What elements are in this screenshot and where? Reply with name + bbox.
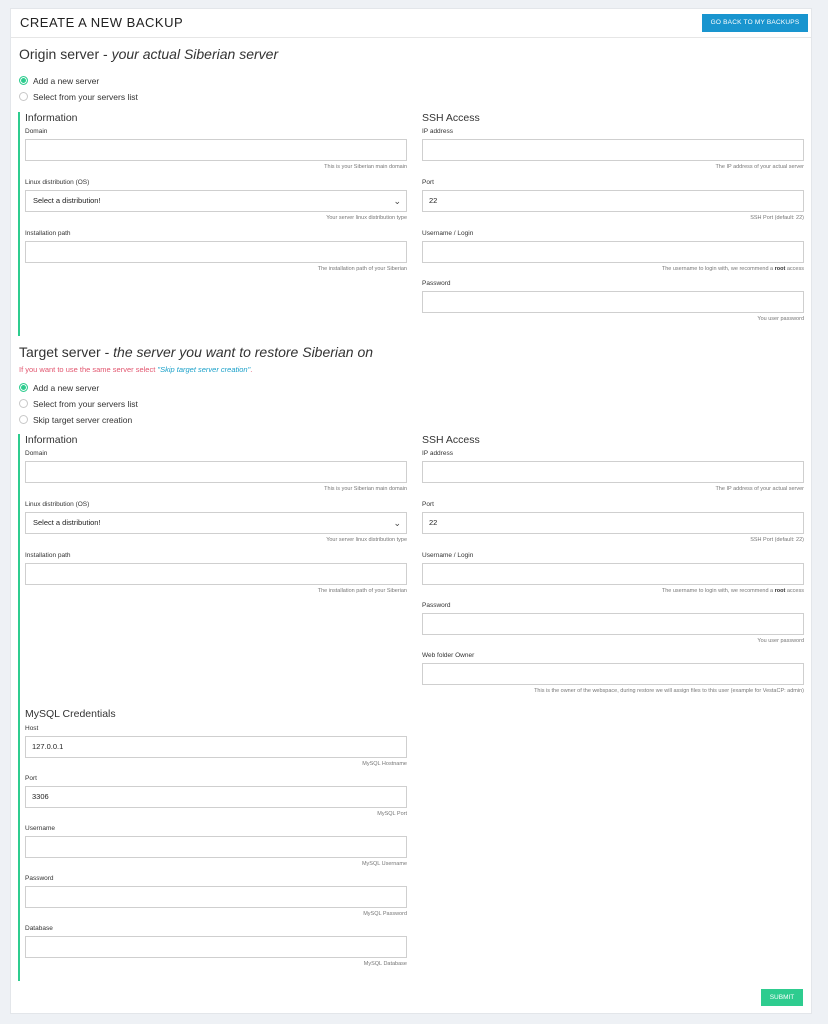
target-section-title: Target server - the server you want to restore Siberian on	[19, 344, 374, 360]
mysql-username-input[interactable]	[25, 836, 407, 858]
target-ip-help: The IP address of your actual server	[715, 486, 804, 492]
mysql-database-help: MySQL Database	[363, 961, 407, 967]
target-os-select[interactable]: Select a distribution! ⌄	[25, 512, 407, 534]
radio-unchecked-icon	[19, 399, 28, 408]
origin-radio-select-list[interactable]: Select from your servers list	[19, 91, 138, 103]
origin-ssh-title: SSH Access	[422, 112, 480, 124]
target-radio-skip[interactable]: Skip target server creation	[19, 414, 132, 426]
target-username-input[interactable]	[422, 563, 804, 585]
mysql-host-help: MySQL Hostname	[362, 761, 407, 767]
target-domain-help: This is your Siberian main domain	[324, 486, 407, 492]
target-owner-input[interactable]	[422, 663, 804, 685]
target-owner-label: Web folder Owner	[422, 652, 475, 659]
mysql-port-label: Port	[25, 775, 37, 782]
origin-domain-input[interactable]	[25, 139, 407, 161]
target-radio-add-new[interactable]: Add a new server	[19, 382, 99, 394]
target-domain-input[interactable]	[25, 461, 407, 483]
mysql-database-input[interactable]	[25, 936, 407, 958]
mysql-password-label: Password	[25, 875, 54, 882]
origin-info-title: Information	[25, 112, 78, 124]
origin-path-label: Installation path	[25, 230, 71, 237]
target-section-bar	[18, 434, 20, 981]
origin-port-help: SSH Port (default: 22)	[750, 215, 804, 221]
origin-port-input[interactable]: 22	[422, 190, 804, 212]
chevron-down-icon: ⌄	[393, 196, 401, 206]
origin-password-help: You user password	[757, 316, 804, 322]
origin-port-label: Port	[422, 179, 434, 186]
mysql-password-input[interactable]	[25, 886, 407, 908]
target-username-label: Username / Login	[422, 552, 474, 559]
radio-checked-icon	[19, 383, 28, 392]
mysql-host-input[interactable]: 127.0.0.1	[25, 736, 407, 758]
target-port-help: SSH Port (default: 22)	[750, 537, 804, 543]
radio-unchecked-icon	[19, 415, 28, 424]
target-path-help: The installation path of your Siberian	[317, 588, 407, 594]
origin-domain-label: Domain	[25, 128, 48, 135]
target-password-help: You user password	[757, 638, 804, 644]
origin-password-label: Password	[422, 280, 451, 287]
mysql-port-help: MySQL Port	[377, 811, 407, 817]
target-path-label: Installation path	[25, 552, 71, 559]
target-password-label: Password	[422, 602, 451, 609]
origin-ip-input[interactable]	[422, 139, 804, 161]
radio-unchecked-icon	[19, 92, 28, 101]
mysql-password-help: MySQL Password	[363, 911, 407, 917]
submit-button[interactable]: SUBMIT	[761, 989, 803, 1006]
origin-username-label: Username / Login	[422, 230, 474, 237]
target-port-input[interactable]: 22	[422, 512, 804, 534]
mysql-username-help: MySQL Username	[361, 861, 407, 867]
target-os-label: Linux distribution (OS)	[25, 501, 90, 508]
target-radio-select-list[interactable]: Select from your servers list	[19, 398, 138, 410]
origin-os-select[interactable]: Select a distribution! ⌄	[25, 190, 407, 212]
mysql-title: MySQL Credentials	[25, 708, 116, 720]
radio-checked-icon	[19, 76, 28, 85]
page-title: CREATE A NEW BACKUP	[20, 15, 184, 30]
origin-username-help: The username to login with, we recommend a root access	[661, 266, 804, 272]
target-os-help: Your server linux distribution type	[326, 537, 407, 543]
origin-ip-help: The IP address of your actual server	[715, 164, 804, 170]
target-domain-label: Domain	[25, 450, 48, 457]
target-warning-text: If you want to use the same server select "Skip target server creation".	[19, 365, 253, 374]
origin-section-bar	[18, 112, 20, 336]
skip-target-link[interactable]: "Skip target server creation"	[157, 365, 251, 374]
target-ip-input[interactable]	[422, 461, 804, 483]
origin-section-title: Origin server - your actual Siberian server	[19, 46, 279, 62]
mysql-database-label: Database	[25, 925, 53, 932]
origin-password-input[interactable]	[422, 291, 804, 313]
chevron-down-icon: ⌄	[393, 518, 401, 528]
origin-path-help: The installation path of your Siberian	[317, 266, 407, 272]
origin-radio-add-new[interactable]: Add a new server	[19, 75, 99, 87]
origin-ip-label: IP address	[422, 128, 453, 135]
mysql-port-input[interactable]: 3306	[25, 786, 407, 808]
origin-domain-help: This is your Siberian main domain	[324, 164, 407, 170]
target-ssh-title: SSH Access	[422, 434, 480, 446]
origin-username-input[interactable]	[422, 241, 804, 263]
target-path-input[interactable]	[25, 563, 407, 585]
mysql-host-label: Host	[25, 725, 39, 732]
target-username-help: The username to login with, we recommend a root access	[661, 588, 804, 594]
target-password-input[interactable]	[422, 613, 804, 635]
page-header	[11, 9, 811, 38]
origin-os-label: Linux distribution (OS)	[25, 179, 90, 186]
origin-path-input[interactable]	[25, 241, 407, 263]
target-info-title: Information	[25, 434, 78, 446]
target-ip-label: IP address	[422, 450, 453, 457]
origin-os-help: Your server linux distribution type	[326, 215, 407, 221]
go-back-button[interactable]: GO BACK TO MY BACKUPS	[702, 14, 808, 32]
mysql-username-label: Username	[25, 825, 55, 832]
target-port-label: Port	[422, 501, 434, 508]
target-owner-help: This is the owner of the webspace, during restore we will assign files to this user (example for VestaCP: admin)	[534, 688, 804, 694]
backup-form-panel	[10, 8, 812, 1014]
